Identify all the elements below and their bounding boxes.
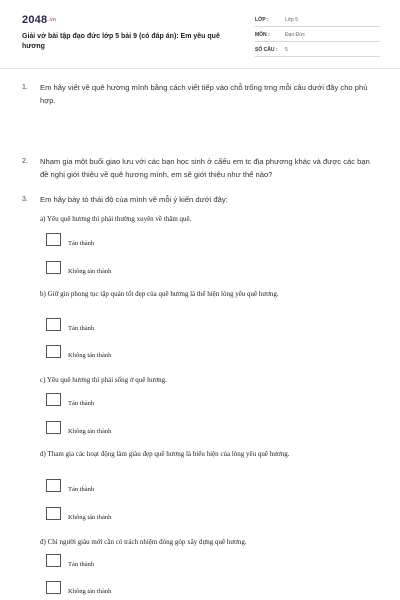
- checkbox-c-disagree[interactable]: [46, 421, 61, 434]
- statement-dd: đ) Chỉ người giàu mới cần có trách nhiệm đóng góp xây dựng quê hương.: [40, 538, 247, 546]
- question-2-number: 2.: [22, 158, 28, 165]
- meta-row-lop: [255, 14, 380, 27]
- checkbox-a-agree[interactable]: [46, 233, 61, 246]
- statement-c: c) Yêu quê hương thì phải sống ở quê hương.: [40, 376, 167, 384]
- option-label: Tán thành: [68, 561, 95, 568]
- option-label: Tán thành: [68, 240, 95, 247]
- option-label: Tán thành: [68, 400, 95, 407]
- question-1-text: Em hãy viết về quê hương mình bằng cách viết tiếp vào chỗ trống trng mỗi câu dưới đây cho phù hợp.: [40, 83, 368, 105]
- option-label: Không tán thành: [68, 268, 112, 275]
- meta-label-socau: SỐ CÂU :: [255, 47, 278, 53]
- document-header: [0, 0, 400, 66]
- checkbox-a-disagree[interactable]: [46, 261, 61, 274]
- option-label: Không tán thành: [68, 428, 112, 435]
- checkbox-d-disagree[interactable]: [46, 507, 61, 520]
- header-divider: [0, 68, 400, 69]
- checkbox-dd-disagree[interactable]: [46, 581, 61, 594]
- option-label: Không tán thành: [68, 514, 112, 521]
- option-label: Không tán thành: [68, 352, 112, 359]
- statement-a: a) Yêu quê hương thì phải thường xuyên về thăm quê.: [40, 215, 192, 223]
- meta-value-socau: 5: [285, 47, 288, 53]
- logo-text: 2048: [22, 14, 48, 26]
- meta-value-lop: Lớp 5: [285, 17, 299, 23]
- question-3-text: Em hãy bày tỏ thái độ của mình về mỗi ý kiến dưới đây:: [40, 195, 228, 204]
- option-label: Tán thành: [68, 486, 95, 493]
- checkbox-c-agree[interactable]: [46, 393, 61, 406]
- option-label: Không tán thành: [68, 588, 112, 595]
- checkbox-d-agree[interactable]: [46, 479, 61, 492]
- meta-value-mon: Đạo Đức: [285, 32, 306, 38]
- meta-row-mon: [255, 29, 380, 42]
- meta-label-lop: LỚP :: [255, 17, 269, 23]
- meta-label-mon: MÔN :: [255, 32, 270, 38]
- option-label: Tán thành: [68, 325, 95, 332]
- document-title: Giải vở bài tập đạo đức lớp 5 bài 9 (có đáp án): Em yêu quê hương: [22, 33, 220, 50]
- checkbox-b-disagree[interactable]: [46, 345, 61, 358]
- checkbox-dd-agree[interactable]: [46, 554, 61, 567]
- question-3-number: 3.: [22, 196, 28, 203]
- question-2-text: Nham gia một buổi giao lưu với các bạn học sinh ở cấếu em tc địa phương khác và được các bạn đề nghị giới thiệu về quê hương mình, em sẽ giới thiệu như thế nào?: [40, 157, 370, 179]
- checkbox-b-agree[interactable]: [46, 318, 61, 331]
- statement-d: d) Tham gia các hoạt động làm giàu đẹp quê hương là biểu hiện của lòng yêu quê hương.: [40, 450, 290, 458]
- logo-suffix: .vn: [48, 17, 57, 24]
- site-logo[interactable]: [22, 14, 56, 26]
- statement-b: b) Giữ gìn phong tục tập quán tốt đẹp của quê hương là thể hiện lòng yêu quê hương.: [40, 290, 279, 298]
- question-1-number: 1.: [22, 84, 28, 91]
- meta-row-socau: [255, 44, 380, 57]
